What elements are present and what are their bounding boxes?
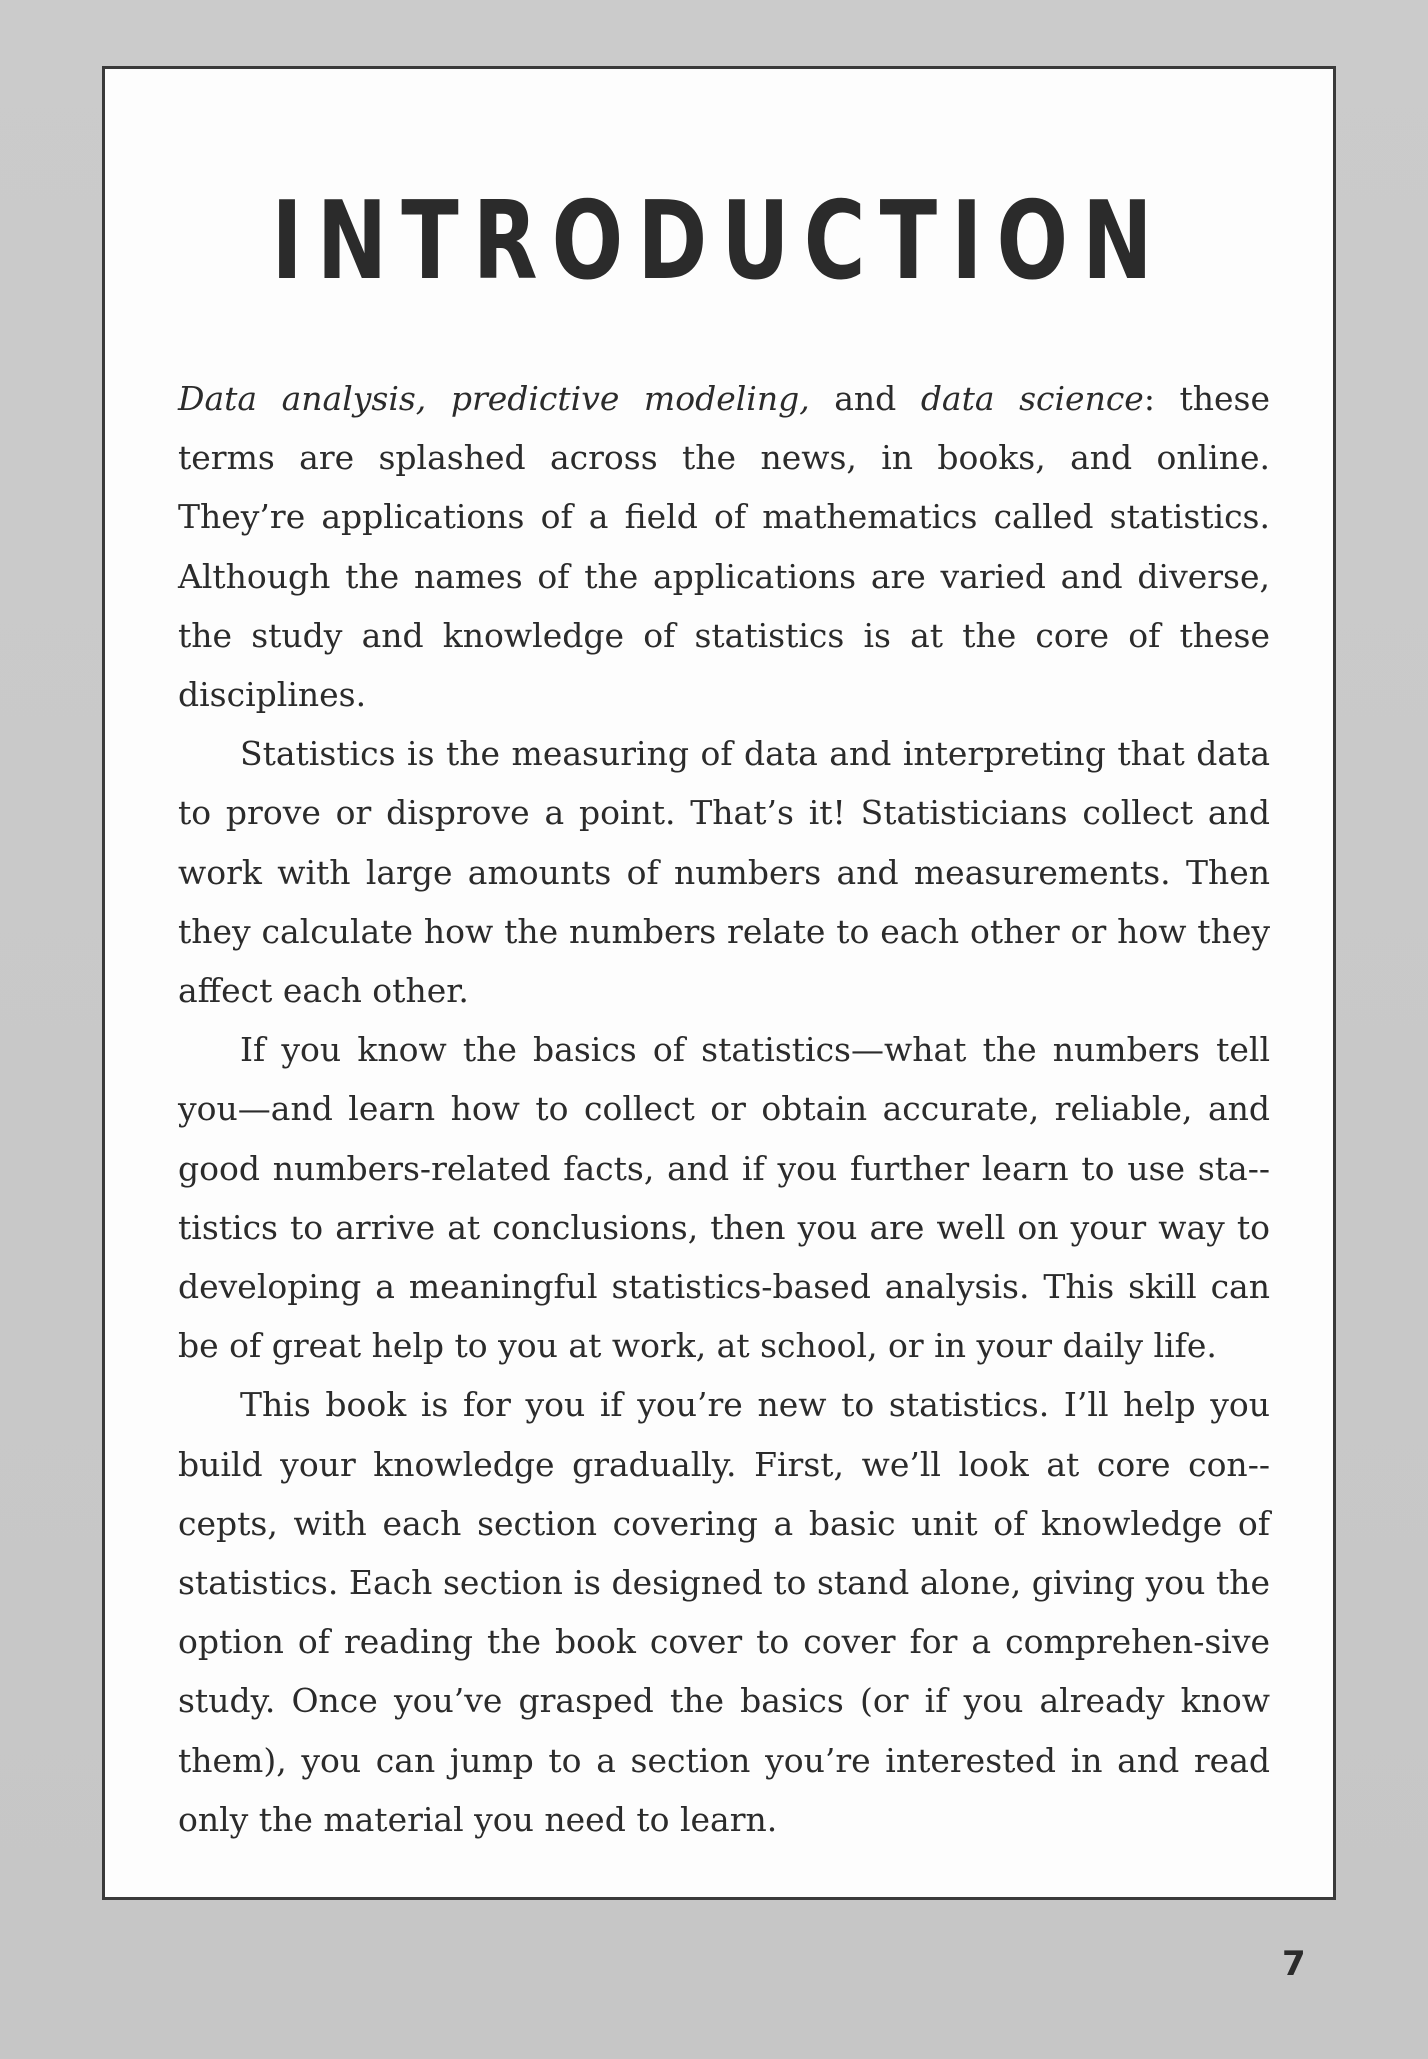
page-title: INTRODUCTION	[271, 179, 1167, 304]
paragraph-1-italic-terms: Data analysis, predictive modeling,	[178, 379, 810, 418]
page-frame	[102, 66, 1336, 1900]
body-text	[178, 369, 1270, 1849]
paragraph-1	[178, 369, 1270, 724]
paragraph-1-text: : these terms are splashed across the news, in books, and online. They’re applications of a field of mathematics called statistics. Although the names of the applications are varied and diverse, the study and knowledge of statistics is at the core of these disciplines.	[178, 379, 1270, 715]
page-number: 7	[1282, 1944, 1306, 1984]
paragraph-1-connector: and	[809, 379, 921, 418]
paragraph-3: If you know the basics of statistics—what the numbers tell you—and learn how to collect or obtain accurate, reliable, and good numbers-related facts, and if you further learn to use sta-tistics to arrive at conclusions, then you are well on your way to developing a meaningful statistics-based analysis. This skill can be of great help to you at work, at school, or in your daily life.	[178, 1030, 1270, 1366]
paragraph-4: This book is for you if you’re new to statistics. I’ll help you build your knowledge gradually. First, we’ll look at core con-cepts, with each section covering a basic unit of knowledge of statistics. Each section is designed to stand alone, giving you the option of reading the book cover to cover for a comprehen-sive study. Once you’ve grasped the basics (or if you already know them), you can jump to a section you’re interested in and read only the material you need to learn.	[178, 1385, 1270, 1839]
paragraph-2: Statistics is the measuring of data and interpreting that data to prove or disprove a point. That’s it! Statisticians collect and work with large amounts of numbers and measurements. Then they calculate how the numbers relate to each other or how they affect each other.	[178, 734, 1270, 1011]
paragraph-1-italic-term: data science	[920, 379, 1144, 418]
